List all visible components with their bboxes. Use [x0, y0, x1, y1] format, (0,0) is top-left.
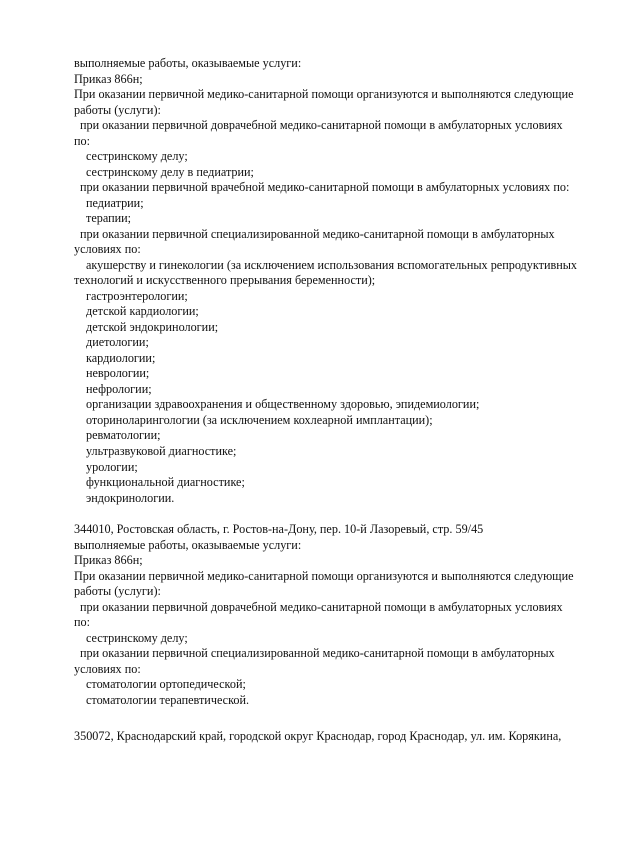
intro-text: При оказании первичной медико-санитарной помощи организуются и выполняются следующие — [74, 569, 574, 583]
care-type-heading: при оказании первичной доврачебной медико-санитарной помощи в амбулаторных условиях — [80, 118, 563, 132]
service-item: сестринскому делу в педиатрии; — [86, 165, 254, 179]
intro-text: работы (услуги): — [74, 103, 161, 117]
service-item: гастроэнтерологии; — [86, 289, 188, 303]
care-type-heading: при оказании первичной специализированной медико-санитарной помощи в амбулаторных — [80, 646, 555, 660]
service-item: педиатрии; — [86, 196, 144, 210]
service-item: сестринскому делу; — [86, 631, 188, 645]
service-item: урологии; — [86, 460, 138, 474]
service-item: диетологии; — [86, 335, 149, 349]
care-type-heading: при оказании первичной специализированной медико-санитарной помощи в амбулаторных — [80, 227, 555, 241]
service-item: неврологии; — [86, 366, 150, 380]
service-item: оториноларингологии (за исключением кохлеарной имплантации); — [86, 413, 433, 427]
service-item: организации здравоохранения и общественному здоровью, эпидемиологии; — [86, 397, 480, 411]
service-item: ультразвуковой диагностике; — [86, 444, 237, 458]
service-item: кардиологии; — [86, 351, 156, 365]
intro-text: работы (услуги): — [74, 584, 161, 598]
care-type-heading: условиях по: — [74, 242, 141, 256]
service-item: терапии; — [86, 211, 132, 225]
address: 344010, Ростовская область, г. Ростов-на-Дону, пер. 10-й Лазоревый, стр. 59/45 — [74, 522, 484, 536]
service-item: стоматологии терапевтической. — [86, 693, 250, 707]
care-type-heading: по: — [74, 134, 91, 148]
service-item: ревматологии; — [86, 428, 161, 442]
service-item: детской кардиологии; — [86, 304, 199, 318]
service-item: детской эндокринологии; — [86, 320, 219, 334]
address: 350072, Краснодарский край, городской округ Краснодар, город Краснодар, ул. им. Корякина, — [74, 729, 562, 743]
service-item: стоматологии ортопедической; — [86, 677, 246, 691]
care-type-heading: при оказании первичной доврачебной медико-санитарной помощи в амбулаторных условиях — [80, 600, 563, 614]
intro-text: При оказании первичной медико-санитарной помощи организуются и выполняются следующие — [74, 87, 574, 101]
care-type-heading: условиях по: — [74, 662, 141, 676]
service-item: эндокринологии. — [86, 491, 175, 505]
care-type-heading: по: — [74, 615, 91, 629]
service-item: сестринскому делу; — [86, 149, 188, 163]
care-type-heading: при оказании первичной врачебной медико-санитарной помощи в амбулаторных условиях по: — [80, 180, 570, 194]
service-item: нефрологии; — [86, 382, 152, 396]
order-reference: Приказ 866н; — [74, 553, 143, 567]
service-item: технологий и искусственного прерывания беременности); — [74, 273, 376, 287]
works-heading: выполняемые работы, оказываемые услуги: — [74, 538, 302, 552]
order-reference: Приказ 866н; — [74, 72, 143, 86]
service-item: акушерству и гинекологии (за исключением использования вспомогательных репродуктивных — [86, 258, 578, 272]
service-item: функциональной диагностике; — [86, 475, 245, 489]
works-heading: выполняемые работы, оказываемые услуги: — [74, 56, 302, 70]
